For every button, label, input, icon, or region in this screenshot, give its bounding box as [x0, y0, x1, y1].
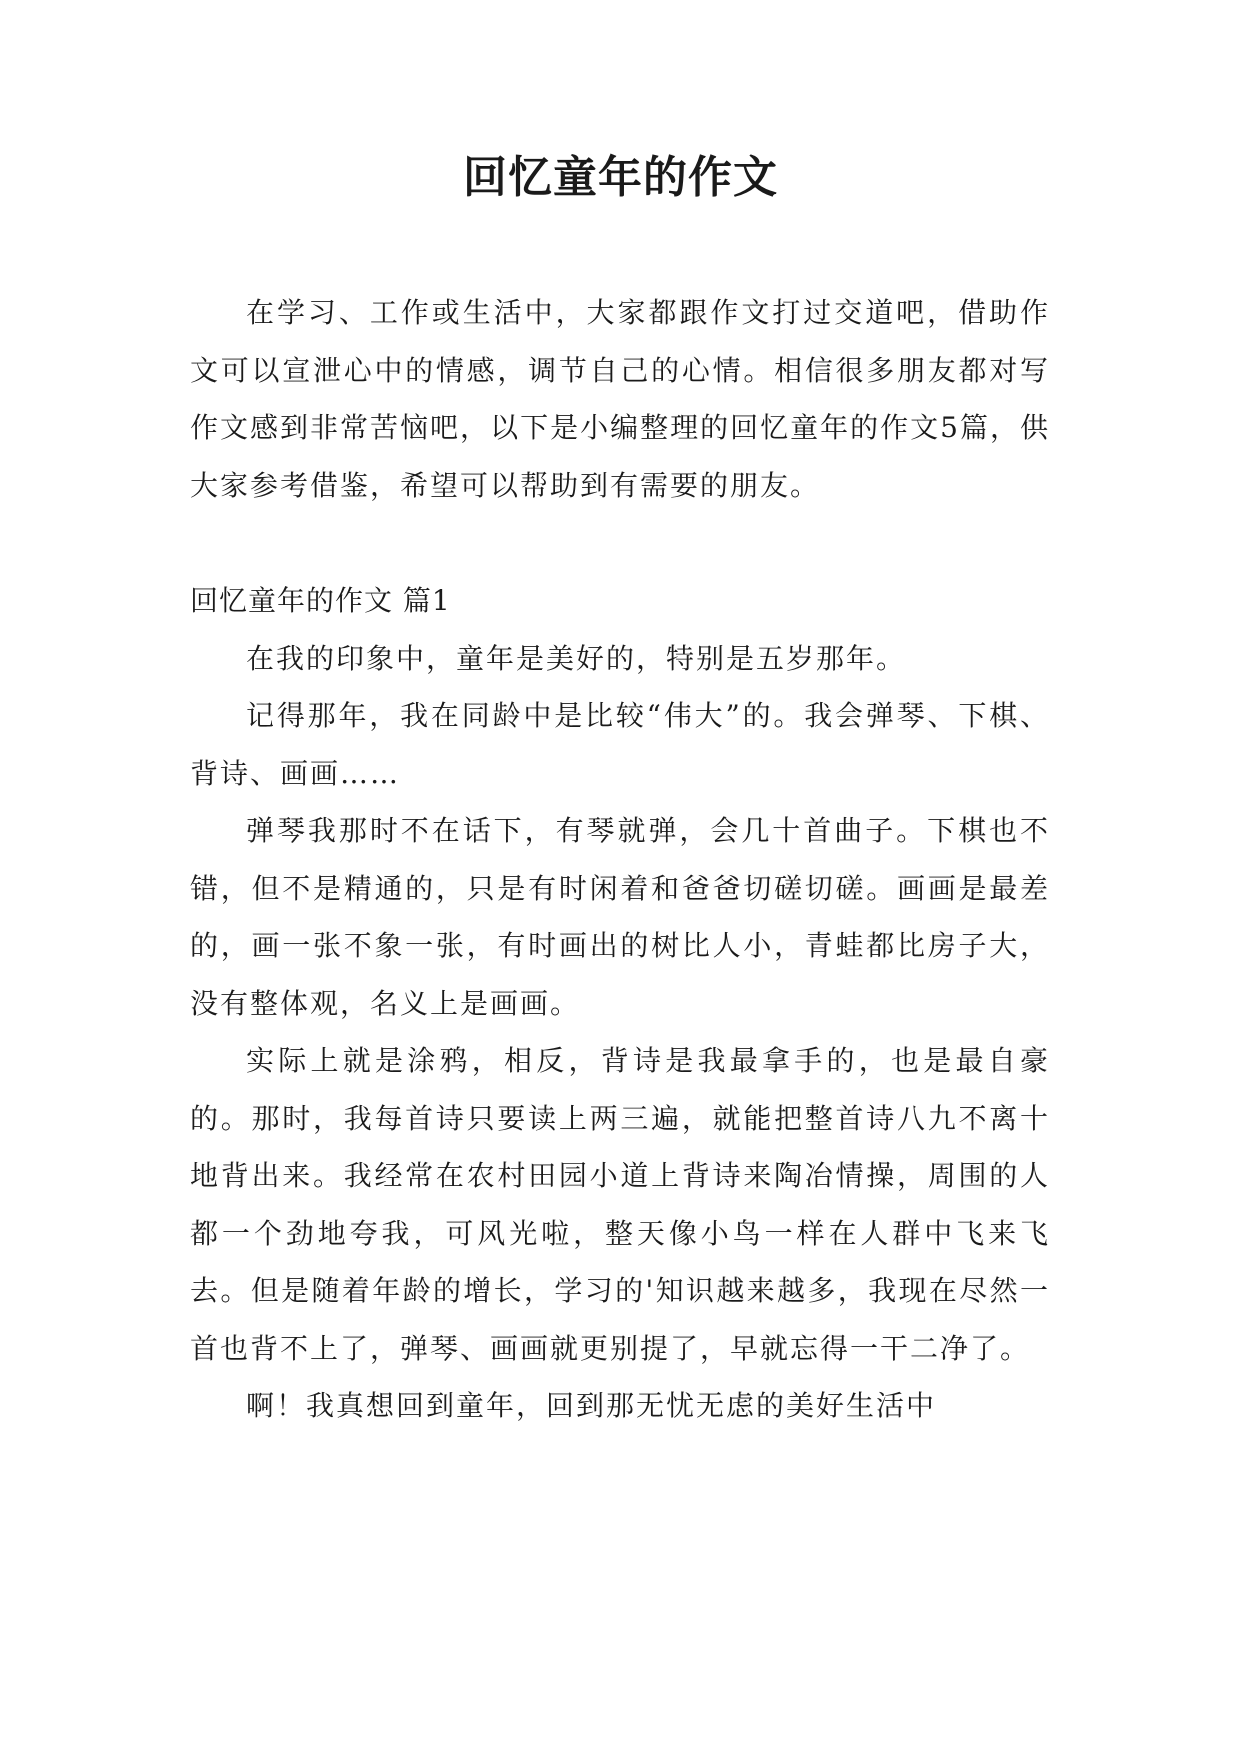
section-paragraph-5: 啊！我真想回到童年，回到那无忧无虑的美好生活中 [246, 1389, 937, 1422]
section-paragraph-1: 在我的印象中，童年是美好的，特别是五岁那年。 [246, 641, 907, 675]
intro-paragraph: 在学习、工作或生活中，大家都跟作文打过交道吧，借助作文可以宣泄心中的情感，调节自己的心情。相信很多朋友都对写作文感到非常苦恼吧，以下是小编整理的回忆童年的作文5篇，供大家参考借鉴，希望可以帮助到有需要的朋友。 [190, 296, 1050, 502]
document-title: 回忆童年的作文 [463, 152, 778, 203]
section-paragraph-2: 记得那年，我在同龄中是比较“伟大”的。我会弹琴、下棋、背诗、画画…… [190, 699, 1050, 790]
section-paragraph-4: 实际上就是涂鸦，相反，背诗是我最拿手的，也是最自豪的。那时，我每首诗只要读上两三遍，就能把整首诗八九不离十地背出来。我经常在农村田园小道上背诗来陶冶情操，周围的人都一个劲地夸我，可风光啦，整天像小鸟一样在人群中飞来飞去。但是随着年龄的增长，学习的'知识越来越多，我现在尽然一首也背不上了，弹琴、画画就更别提了，早就忘得一干二净了。 [190, 1044, 1050, 1365]
section-paragraph-3: 弹琴我那时不在话下，有琴就弹，会几十首曲子。下棋也不错，但不是精通的，只是有时闲着和爸爸切磋切磋。画画是最差的，画一张不象一张，有时画出的树比人小，青蛙都比房子大，没有整体观，名义上是画画。 [190, 814, 1050, 1020]
document-body [190, 284, 1050, 1435]
section-heading: 回忆童年的作文 篇1 [190, 584, 451, 617]
